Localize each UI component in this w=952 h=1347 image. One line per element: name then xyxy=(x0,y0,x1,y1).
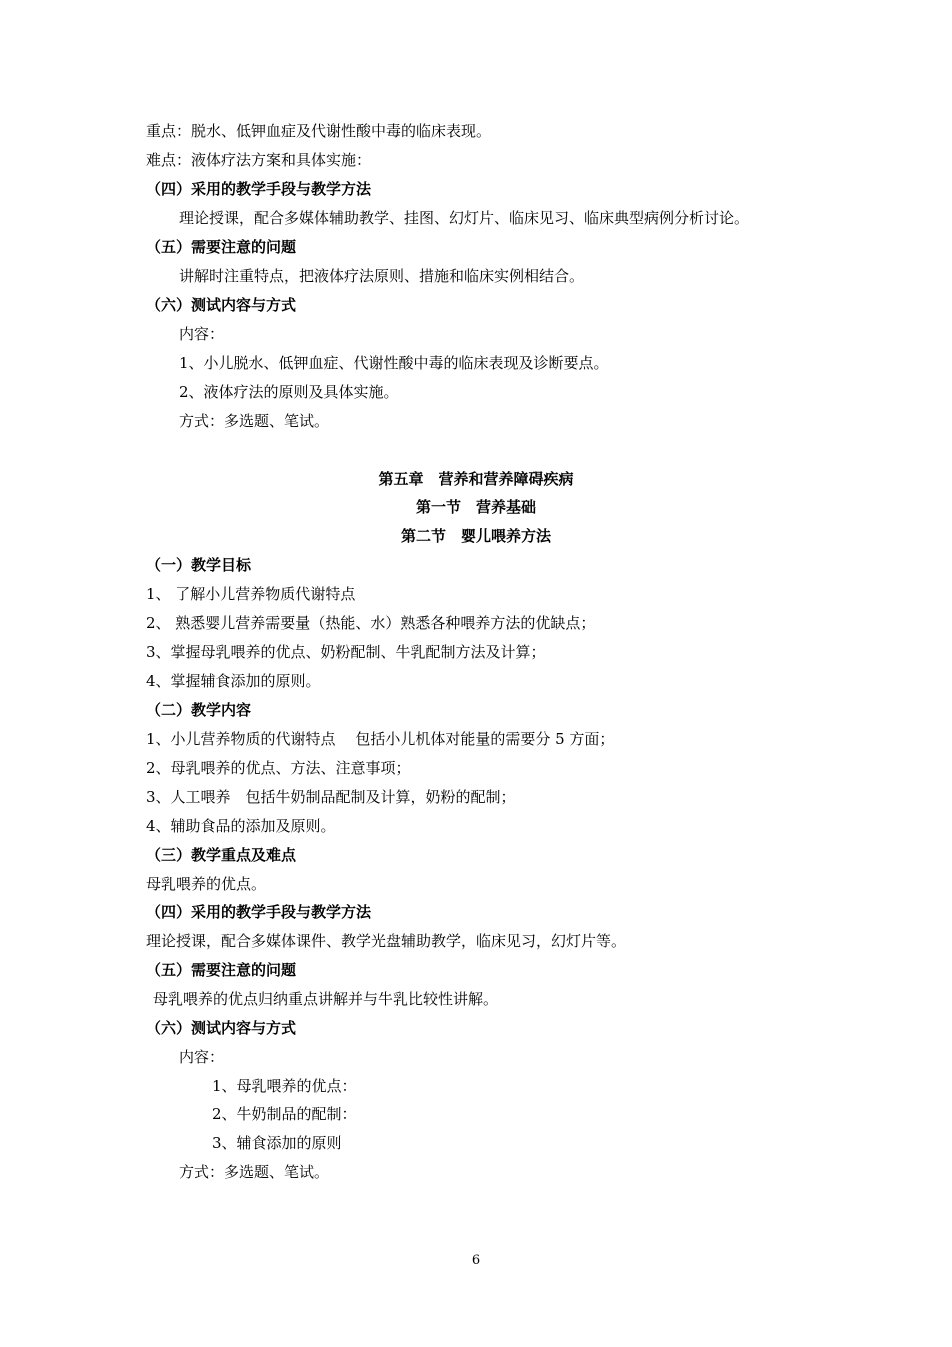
section-title-1: 第一节 营养基础 xyxy=(415,498,536,516)
teaching-methods-text: 理论授课，配合多媒体课件、教学光盘辅助教学，临床见习，幻灯片等。 xyxy=(146,932,627,950)
test-content-label: 内容： xyxy=(179,1048,225,1066)
section-heading-2: （二）教学内容 xyxy=(146,701,252,719)
section-heading-5: （五）需要注意的问题 xyxy=(146,961,297,979)
test-item: 2、牛奶制品的配制： xyxy=(212,1105,357,1123)
content-item: 4、辅助食品的添加及原则。 xyxy=(146,817,336,835)
test-item: 1、母乳喂养的优点： xyxy=(212,1077,357,1095)
chapter-title: 第五章 营养和营养障碍疾病 xyxy=(378,470,574,488)
content-item: 1、小儿营养物质的代谢特点 包括小儿机体对能量的需要分 5 方面； xyxy=(146,730,615,748)
goal-item: 3、掌握母乳喂养的优点、奶粉配制、牛乳配制方法及计算； xyxy=(146,643,546,661)
difficulties-text: 难点：液体疗法方案和具体实施： xyxy=(146,151,372,169)
test-item: 1、小儿脱水、低钾血症、代谢性酸中毒的临床表现及诊断要点。 xyxy=(179,354,609,372)
section-heading-5: （五）需要注意的问题 xyxy=(146,238,297,256)
test-content-label: 内容： xyxy=(179,325,225,343)
test-item: 2、液体疗法的原则及具体实施。 xyxy=(179,383,399,401)
goal-item: 1、 了解小儿营养物质代谢特点 xyxy=(146,585,356,603)
section-heading-3: （三）教学重点及难点 xyxy=(146,846,297,864)
attention-text: 母乳喂养的优点归纳重点讲解并与牛乳比较性讲解。 xyxy=(153,990,499,1008)
teaching-methods-text: 理论授课，配合多媒体辅助教学、挂图、幻灯片、临床见习、临床典型病例分析讨论。 xyxy=(179,209,750,227)
key-points-text: 重点：脱水、低钾血症及代谢性酸中毒的临床表现。 xyxy=(146,122,492,140)
page-number: 6 xyxy=(471,1253,481,1268)
section-heading-6: （六）测试内容与方式 xyxy=(146,296,297,314)
section-heading-4: （四）采用的教学手段与教学方法 xyxy=(146,903,372,921)
test-method-text: 方式：多选题、笔试。 xyxy=(179,412,330,430)
attention-text: 讲解时注重特点，把液体疗法原则、措施和临床实例相结合。 xyxy=(179,267,585,285)
test-item: 3、辅食添加的原则 xyxy=(212,1134,342,1152)
goal-item: 2、 熟悉婴儿营养需要量（热能、水）熟悉各种喂养方法的优缺点； xyxy=(146,614,596,632)
section-heading-4: （四）采用的教学手段与教学方法 xyxy=(146,180,372,198)
section-heading-1: （一）教学目标 xyxy=(146,556,252,574)
section-heading-6: （六）测试内容与方式 xyxy=(146,1019,297,1037)
section-title-2: 第二节 婴儿喂养方法 xyxy=(400,527,551,545)
test-method-text: 方式：多选题、笔试。 xyxy=(179,1163,330,1181)
goal-item: 4、掌握辅食添加的原则。 xyxy=(146,672,321,690)
content-item: 2、母乳喂养的优点、方法、注意事项； xyxy=(146,759,411,777)
content-item: 3、人工喂养 包括牛奶制品配制及计算，奶粉的配制； xyxy=(146,788,516,806)
key-points-text: 母乳喂养的优点。 xyxy=(146,875,267,893)
